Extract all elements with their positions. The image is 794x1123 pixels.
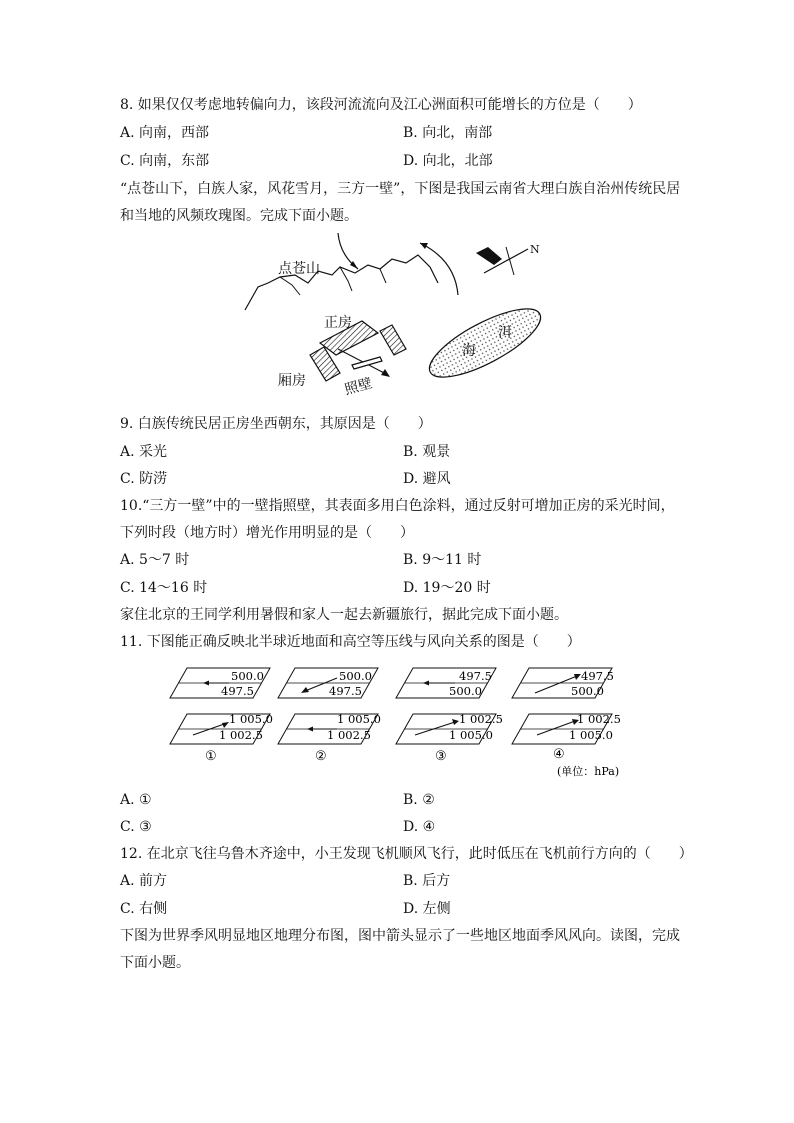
panel-2 (278, 668, 381, 764)
side-house-right (380, 325, 406, 355)
q8-option-a: A. 向南，西部 (120, 125, 210, 141)
panel-3-upper-bottom: 500.0 (449, 684, 482, 698)
side-house-label: 厢房 (278, 373, 306, 389)
panel-2-lower-top: 1 005.0 (337, 712, 381, 726)
q8-option-d: D. 向北，北部 (403, 153, 493, 169)
bai-intro-line1: “点苍山下，白族人家，风花雪月，三方一壁”，下图是我国云南省大理白族自治州传统民居 (120, 181, 681, 197)
bai-dwelling-figure (240, 225, 560, 400)
q9-option-a: A. 采光 (120, 444, 168, 460)
panel-3-lower-bottom: 1 005.0 (449, 728, 493, 742)
q11-option-d: D. ④ (403, 819, 436, 835)
screen-wall-label: 照壁 (342, 375, 375, 399)
monsoon-intro-line2: 下面小题。 (120, 955, 190, 971)
q11-stem: 11. 下图能正确反映北半球近地面和高空等压线与风向关系的图是（ ） (120, 634, 581, 650)
panel-4-label: ④ (553, 747, 565, 762)
monsoon-intro-line1: 下图为世界季风明显地区地理分布图，图中箭头显示了一些地区地面季风风向。读图，完成 (120, 928, 680, 944)
lake-label-1: 洱 (498, 325, 512, 341)
panel-1 (170, 668, 273, 764)
panel-2-upper-top: 500.0 (339, 669, 372, 683)
q10-option-d: D. 19～20 时 (403, 580, 491, 596)
panel-3-lower-top: 1 002.5 (459, 712, 503, 726)
panel-3 (396, 668, 503, 764)
isobar-figure (165, 665, 635, 780)
lake-label-2: 海 (462, 343, 476, 359)
panel-1-upper-bottom: 497.5 (221, 684, 254, 698)
q10-option-a: A. 5～7 时 (120, 552, 190, 568)
panel-1-upper-top: 500.0 (231, 669, 264, 683)
wind-arrow-down (338, 233, 358, 269)
panel-4-upper-top: 497.5 (581, 669, 614, 683)
mountain-label: 点苍山 (278, 261, 320, 277)
q10-stem-line2: 下列时段（地方时）增光作用明显的是（ ） (120, 525, 414, 541)
q9-stem: 9. 白族传统民居正房坐西朝东，其原因是（ ） (120, 416, 432, 432)
q9-option-d: D. 避风 (403, 471, 451, 487)
q12-option-c: C. 右侧 (120, 901, 168, 917)
panel-1-lower-top: 1 005.0 (229, 712, 273, 726)
panel-1-lower-bottom: 1 002.5 (219, 728, 263, 742)
north-label: N (530, 243, 540, 256)
beijing-intro: 家住北京的王同学利用暑假和家人一起去新疆旅行，据此完成下面小题。 (120, 607, 568, 623)
panel-3-label: ③ (435, 749, 447, 764)
wind-arrow-up (420, 243, 458, 295)
panel-4-lower-top: 1 002.5 (577, 712, 621, 726)
panel-4-upper-bottom: 500.0 (571, 684, 604, 698)
q10-stem-line1: 10.“三方一壁”中的一壁指照壁，其表面多用白色涂料，通过反射可增加正房的采光时间， (120, 498, 675, 514)
q11-option-a: A. ① (120, 792, 152, 808)
main-house-label: 正房 (324, 315, 352, 331)
bai-intro-line2: 和当地的风频玫瑰图。完成下面小题。 (120, 208, 358, 224)
q9-option-c: C. 防涝 (120, 471, 168, 487)
q11-option-b: B. ② (403, 792, 435, 808)
panel-4-lower-bottom: 1 005.0 (569, 728, 613, 742)
q12-option-b: B. 后方 (403, 873, 451, 889)
lake-erhai (421, 296, 549, 390)
panel-2-lower-bottom: 1 002.5 (327, 728, 371, 742)
q10-option-c: C. 14～16 时 (120, 580, 208, 596)
mountain-ridge (245, 255, 438, 310)
panel-3-upper-top: 497.5 (459, 669, 492, 683)
panel-1-label: ① (205, 749, 217, 764)
q12-stem: 12. 在北京飞往乌鲁木齐途中，小王发现飞机顺风飞行，此时低压在飞机前行方向的（ ） (120, 846, 693, 862)
q8-option-b: B. 向北，南部 (403, 125, 493, 141)
unit-label: (单位：hPa) (557, 765, 620, 778)
panel-2-upper-bottom: 497.5 (329, 684, 362, 698)
wind-rose-icon (476, 247, 502, 265)
q12-option-d: D. 左侧 (403, 901, 451, 917)
q11-option-c: C. ③ (120, 819, 152, 835)
q9-option-b: B. 观景 (403, 444, 451, 460)
q8-stem: 8. 如果仅仅考虑地转偏向力，该段河流流向及江心洲面积可能增长的方位是（ ） (120, 97, 642, 113)
q12-option-a: A. 前方 (120, 873, 168, 889)
q10-option-b: B. 9～11 时 (403, 552, 482, 568)
panel-2-label: ② (315, 749, 327, 764)
panel-4 (512, 668, 621, 762)
q8-option-c: C. 向南，东部 (120, 153, 210, 169)
